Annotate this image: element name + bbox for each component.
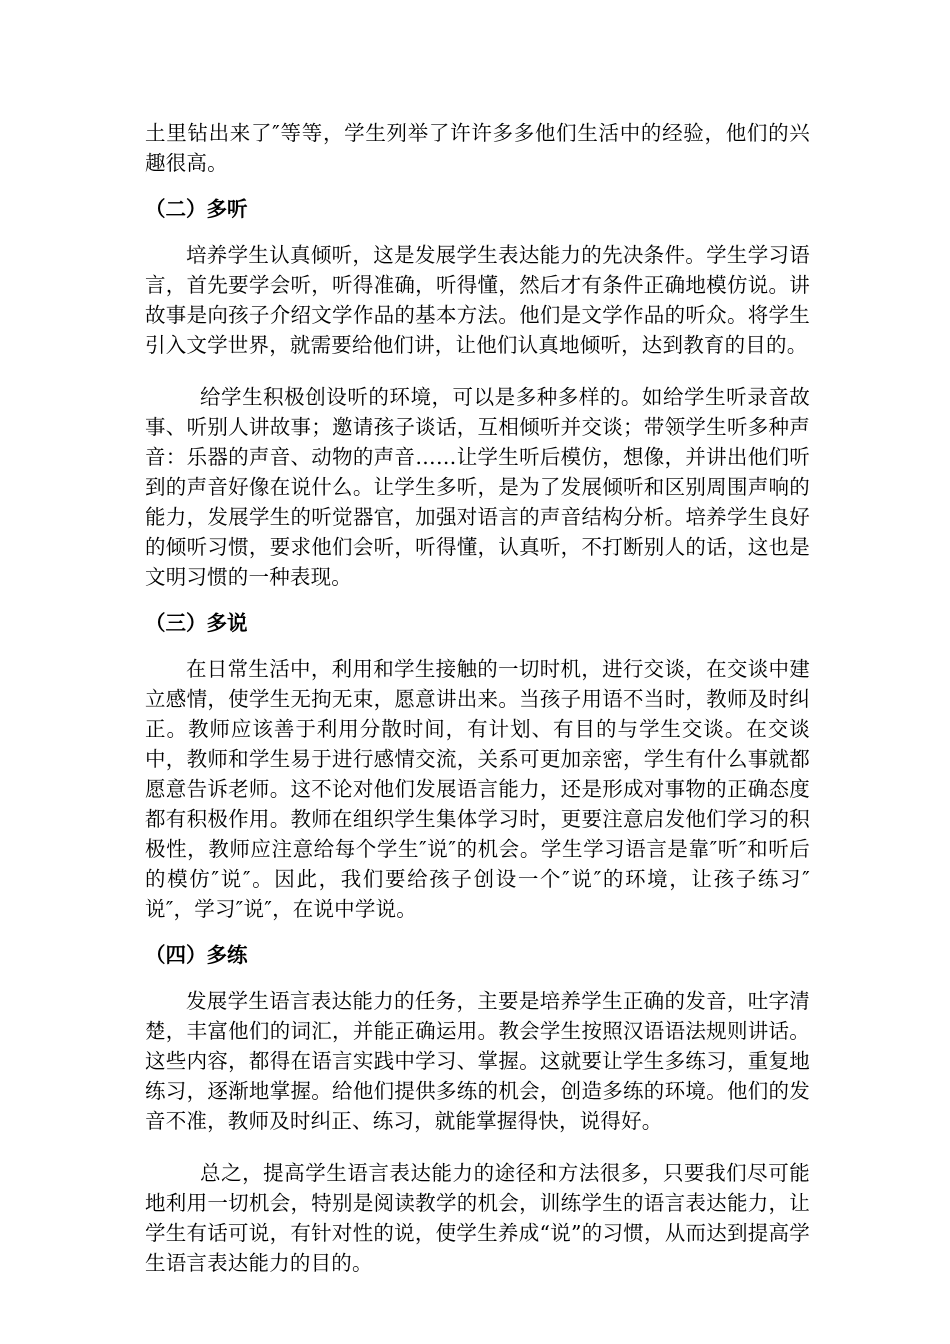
paragraph-continued: 土里钻出来了″等等，学生列举了许许多多他们生活中的经验，他们的兴趣很高。 (145, 121, 810, 175)
section-heading-listen: （二）多听 (145, 197, 248, 221)
section-heading-practice: （四）多练 (145, 943, 248, 967)
document-page (145, 118, 810, 1278)
section-heading-speak: （三）多说 (145, 611, 248, 635)
paragraph-speak: 在日常生活中，利用和学生接触的一切时机，进行交谈，在交谈中建立感情，使学生无拘无束，愿意讲出来。当孩子用语不当时，教师及时纠正。教师应该善于利用分散时间，有计划、有目的与学生交谈。在交谈中，教师和学生易于进行感情交流，关系可更加亲密，学生有什么事就都愿意告诉老师。这不论对他们发展语言能力，还是形成对事物的正确态度都有积极作用。教师在组织学生集体学习时，更要注意启发他们学习的积极性，教师应注意给每个学生″说″的机会。学生学习语言是靠″听″和听后的模仿″说″。因此，我们要给孩子创设一个″说″的环境，让孩子练习″说″，学习″说″，在说中学说。 (145, 657, 810, 921)
paragraph-conclusion: 总之，提高学生语言表达能力的途径和方法很多，只要我们尽可能地利用一切机会，特别是阅读教学的机会，训练学生的语言表达能力，让学生有话可说，有针对性的说，使学生养成“说”的习惯，从而达到提高学生语言表达能力的目的。 (145, 1161, 810, 1275)
paragraph-listen-2: 给学生积极创设听的环境，可以是多种多样的。如给学生听录音故事、听别人讲故事；邀请孩子谈话，互相倾听并交谈；带领学生听多种声音：乐器的声音、动物的声音……让学生听后模仿，想像，并讲出他们听到的声音好像在说什么。让学生多听，是为了发展倾听和区别周围声响的能力，发展学生的听觉器官，加强对语言的声音结构分析。培养学生良好的倾听习惯，要求他们会听，听得懂，认真听，不打断别人的话，这也是文明习惯的一种表现。 (145, 385, 810, 589)
paragraph-practice: 发展学生语言表达能力的任务，主要是培养学生正确的发音，吐字清楚，丰富他们的词汇，并能正确运用。教会学生按照汉语语法规则讲话。这些内容，都得在语言实践中学习、掌握。这就要让学生多练习，重复地练习，逐渐地掌握。给他们提供多练的机会，创造多练的环境。他们的发音不准，教师及时纠正、练习，就能掌握得快，说得好。 (145, 989, 810, 1133)
paragraph-listen-1: 培养学生认真倾听，这是发展学生表达能力的先决条件。学生学习语言，首先要学会听，听得准确，听得懂，然后才有条件正确地模仿说。讲故事是向孩子介绍文学作品的基本方法。他们是文学作品的听众。将学生引入文学世界，就需要给他们讲，让他们认真地倾听，达到教育的目的。 (145, 243, 810, 357)
